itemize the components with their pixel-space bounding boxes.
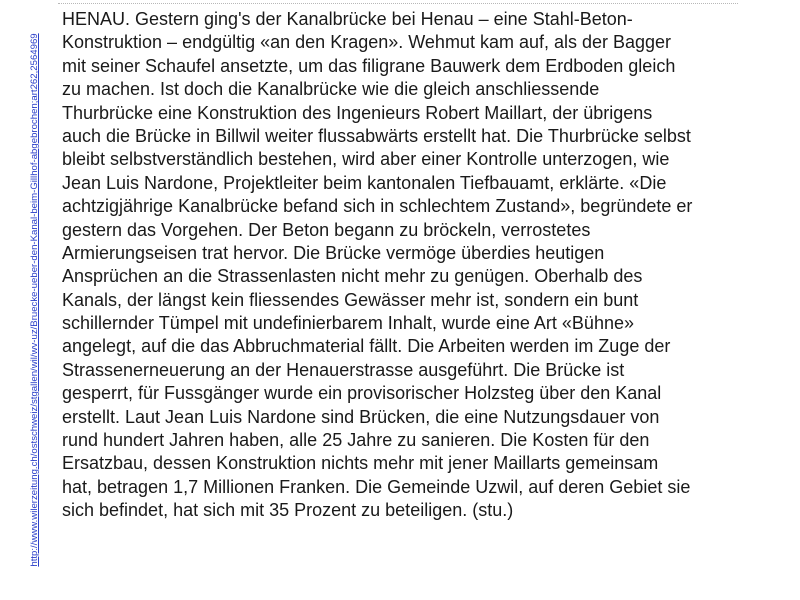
article-line: Konstruktion – endgültig «an den Kragen». Wehmut kam auf, als der Bagger bbox=[62, 32, 672, 53]
article-line: Thurbrücke eine Konstruktion des Ingenieurs Robert Maillart, der übrigens bbox=[62, 102, 653, 123]
article-line: gesperrt, für Fussgänger wurde ein provisorischer Holzsteg über den Kanal bbox=[62, 383, 662, 404]
article-line: HENAU. Gestern ging's der Kanalbrücke bei Henau – eine Stahl-Beton- bbox=[62, 9, 633, 29]
article-line: Kanals, der längst kein fliessendes Gewässer mehr ist, sondern ein bunt bbox=[62, 289, 639, 310]
top-divider bbox=[58, 3, 738, 4]
article-line: rund hundert Jahren haben, alle 25 Jahre zu sanieren. Die Kosten für den bbox=[62, 430, 650, 451]
article-line: Jean Luis Nardone, Projektleiter beim kantonalen Tiefbauamt, erklärte. «Die bbox=[62, 172, 667, 193]
article-line: Ersatzbau, dessen Konstruktion nichts mehr mit jener Maillarts gemeinsam bbox=[62, 453, 659, 474]
article-line: Strassenerneuerung an der Henauerstrasse ausgeführt. Die Brücke ist bbox=[62, 359, 625, 380]
article-line: erstellt. Laut Jean Luis Nardone sind Brücken, die eine Nutzungsdauer von bbox=[62, 406, 660, 427]
article-line: angelegt, auf die das Abbruchmaterial fällt. Die Arbeiten werden im Zuge der bbox=[62, 336, 671, 357]
article-line: gestern das Vorgehen. Der Beton begann zu bröckeln, verrostetes bbox=[62, 219, 591, 240]
article-line: bleibt selbstverständlich bestehen, wird aber einer Kontrolle unterzogen, wie bbox=[62, 149, 670, 170]
article-body bbox=[62, 8, 752, 523]
article-line: mit seiner Schaufel ansetzte, um das filigrane Bauwerk dem Erdboden gleich bbox=[62, 55, 676, 76]
article-line: schillernder Tümpel mit undefinierbarem Inhalt, wurde eine Art «Bühne» bbox=[62, 313, 634, 334]
article-line: hat, betragen 1,7 Millionen Franken. Die Gemeinde Uzwil, auf deren Gebiet sie bbox=[62, 476, 691, 497]
article-line: achtzigjährige Kanalbrücke befand sich in schlechtem Zustand», begründete er bbox=[62, 196, 693, 217]
source-url-margin bbox=[23, 4, 47, 596]
source-url-link[interactable]: http://www.wilerzeitung.ch/ostschweiz/stgallen/wil/wv-uz/Bruecke-ueber-den-Kanal-beim-Gillhof-abgebrochen;art262,2564969 bbox=[29, 33, 40, 567]
article-line: Armierungseisen trat hervor. Die Brücke vermöge überdies heutigen bbox=[62, 242, 605, 263]
article-line: sich befindet, hat sich mit 35 Prozent zu beteiligen. (stu.) bbox=[62, 500, 514, 521]
article-line: auch die Brücke in Billwil weiter flussabwärts erstellt hat. Die Thurbrücke selbst bbox=[62, 125, 691, 146]
article-line: Ansprüchen an die Strassenlasten nicht mehr zu genügen. Oberhalb des bbox=[62, 266, 643, 287]
article-line: zu machen. Ist doch die Kanalbrücke wie die gleich anschliessende bbox=[62, 79, 600, 100]
